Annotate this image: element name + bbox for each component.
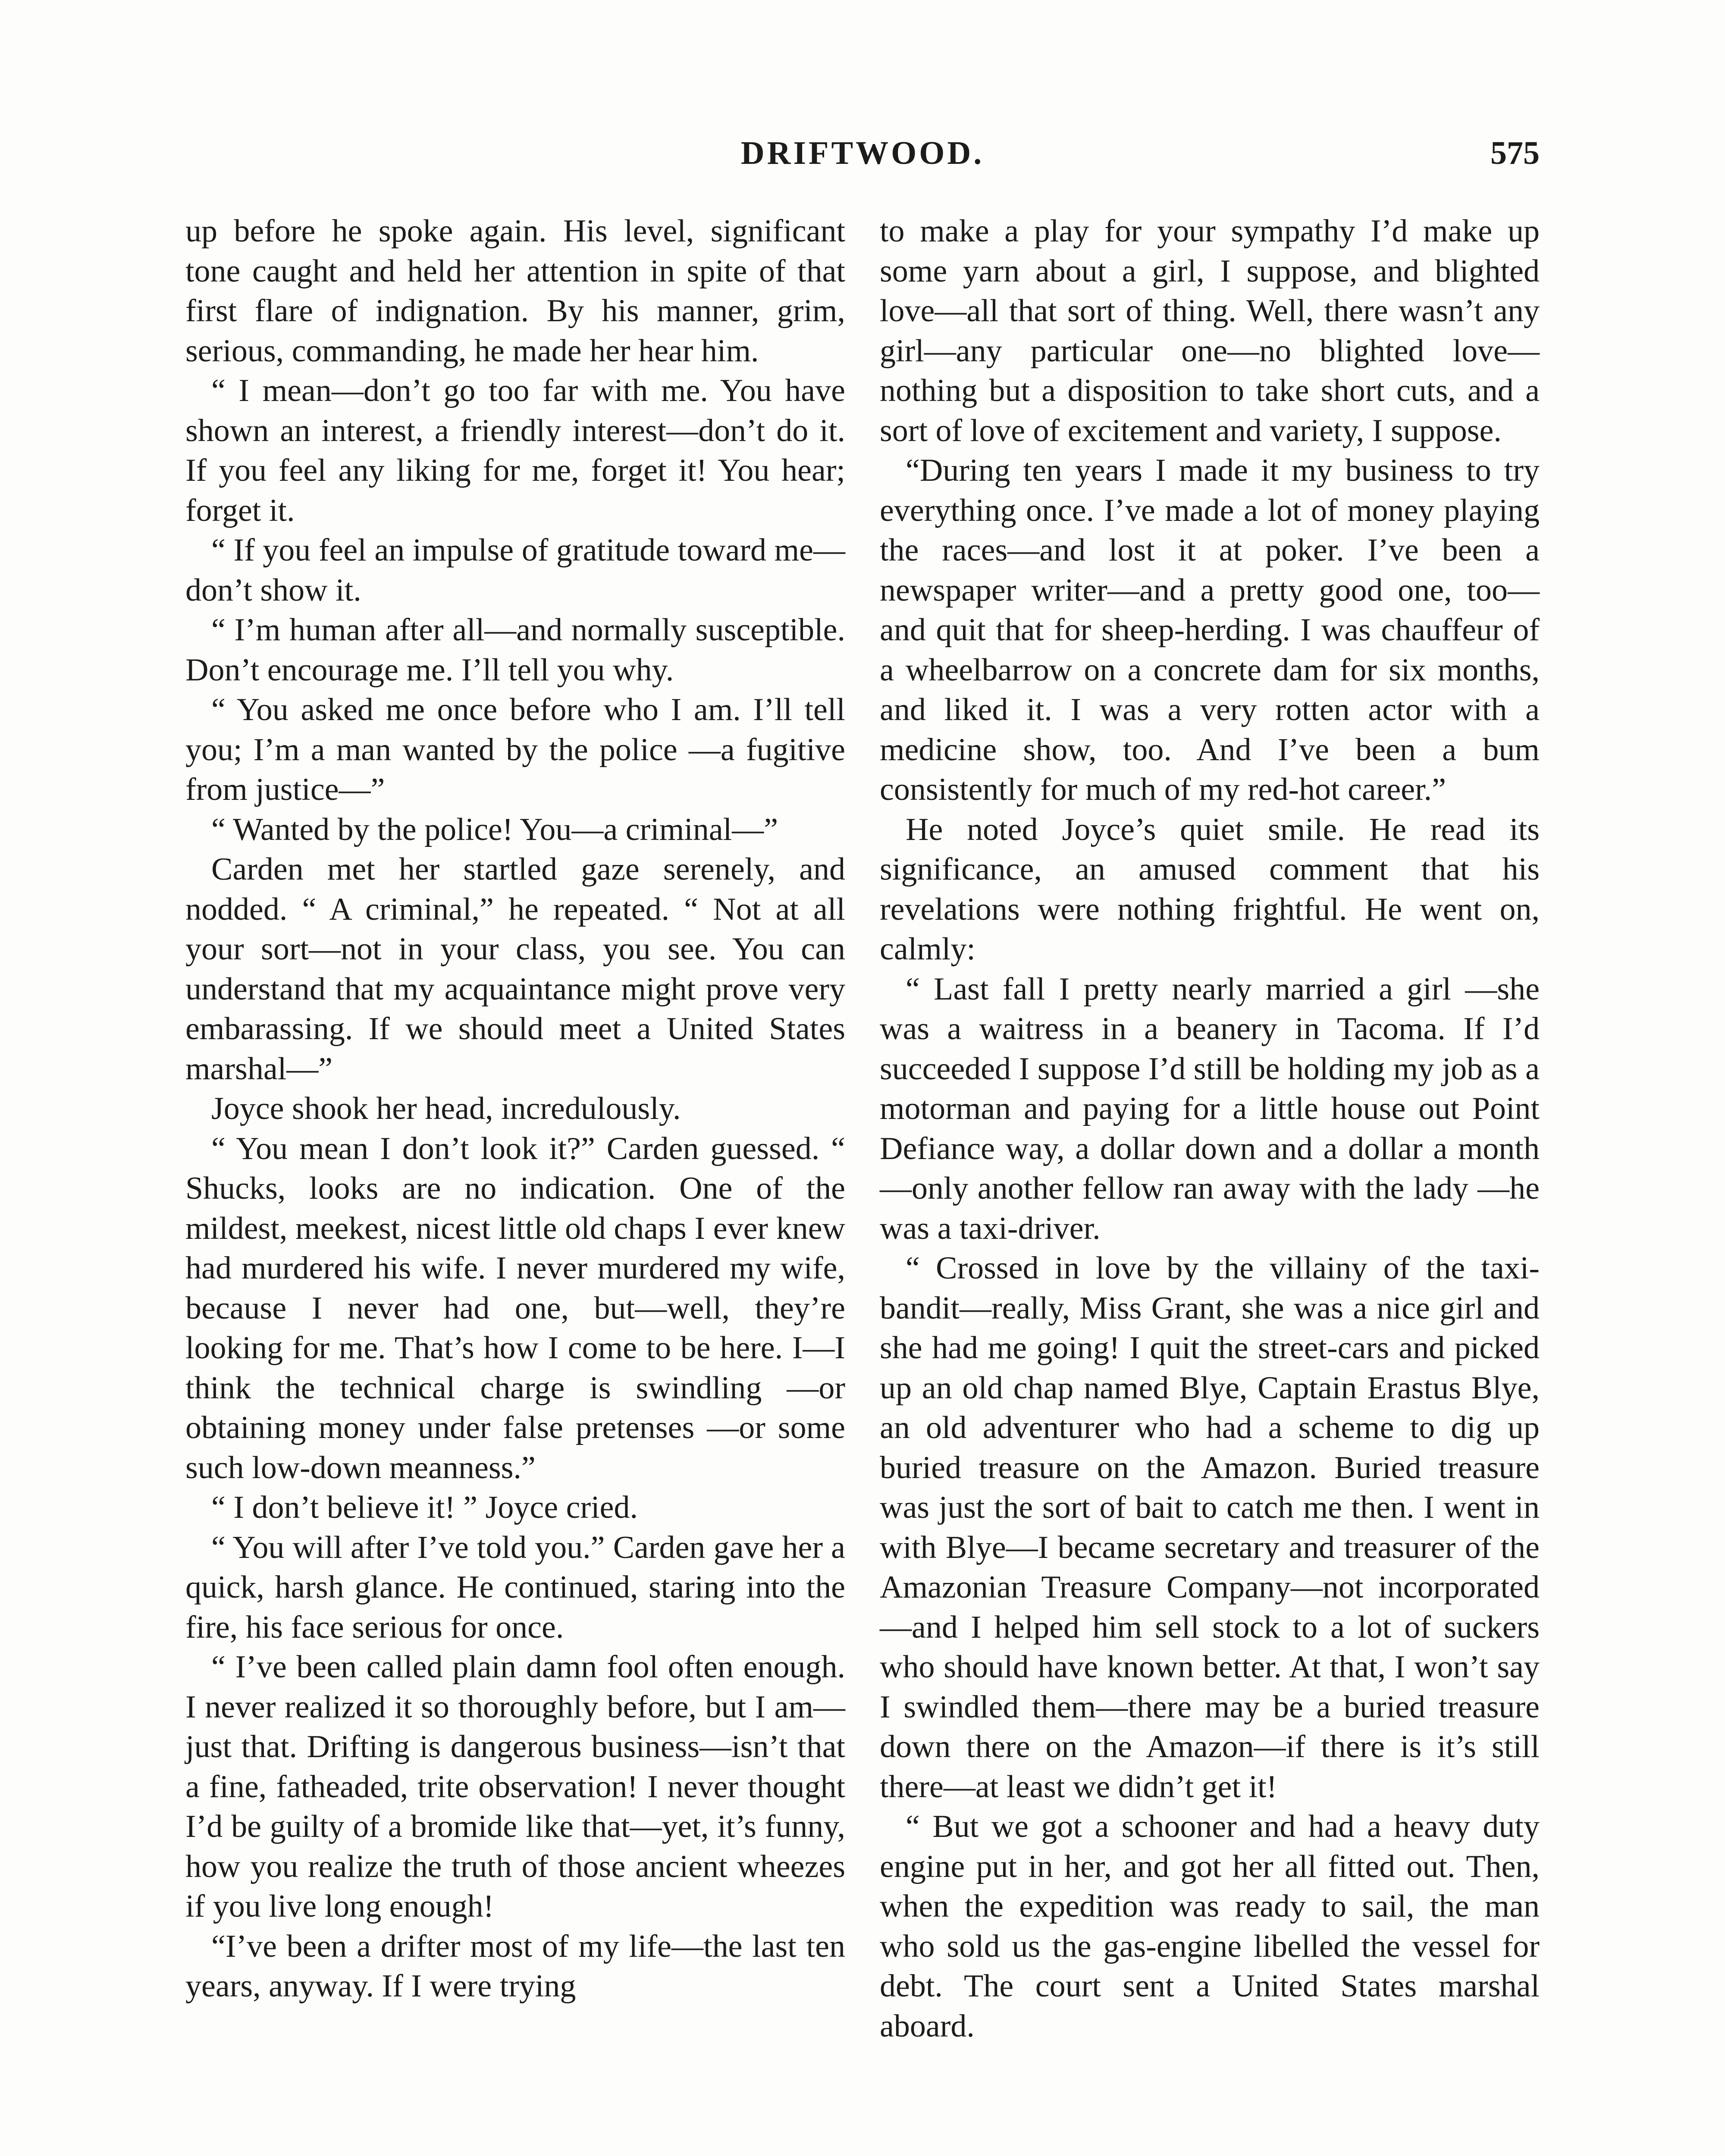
paragraph: up before he spoke again. His level, significant tone caught and held her attention in spite of that first flare of indignation. By his manner, grim, serious, commanding, he made her hear him.	[185, 213, 845, 369]
page-number: 575	[1490, 135, 1540, 171]
paragraph: “ I mean—don’t go too far with me. You have shown an interest, a friendly interest—don’t do it. If you feel any liking for me, forget it! You hear; forget it.	[185, 373, 845, 528]
paragraph: “ I’ve been called plain damn fool often enough. I never realized it so thoroughly before, but I am—just that. Drifting is dangerous business—isn’t that a fine, fatheaded, trite observation! I never thought I’d be guilty of a bromide like that—yet, it’s funny, how you realize the truth of those ancient wheezes if you live long enough!	[185, 1649, 845, 1924]
paragraph: He noted Joyce’s quiet smile. He read its significance, an amused comment that his revelations were nothing frightful. He went on, calmly:	[880, 812, 1540, 967]
paragraph: “ Last fall I pretty nearly married a girl —she was a waitress in a beanery in Tacoma. If I’d succeeded I suppose I’d still be holding my job as a motorman and paying for a little house out Point Defiance way, a dollar down and a dollar a month—only another fellow ran away with the lady —he was a taxi-driver.	[880, 971, 1540, 1246]
paragraph: “During ten years I made it my business to try everything once. I’ve made a lot of money playing the races—and lost it at poker. I’ve been a newspaper writer—and a pretty good one, too—and quit that for sheep-herding. I was chauffeur of a wheelbarrow on a concrete dam for six months, and liked it. I was a very rotten actor with a medicine show, too. And I’ve been a bum consistently for much of my red-hot career.”	[880, 453, 1540, 807]
right-column	[880, 211, 1540, 2156]
paragraph: “ I’m human after all—and normally susceptible. Don’t encourage me. I’ll tell you why.	[185, 612, 845, 688]
paragraph: “ You will after I’ve told you.” Carden gave her a quick, harsh glance. He continued, staring into the fire, his face serious for once.	[185, 1529, 845, 1645]
running-title: DRIFTWOOD.	[740, 135, 985, 171]
paragraph: “ If you feel an impulse of gratitude toward me—don’t show it.	[185, 533, 845, 608]
paragraph: Carden met her startled gaze serenely, and nodded. “ A criminal,” he repeated. “ Not at all your sort—not in your class, you see. You can understand that my acquaintance might prove very embarassing. If we should meet a United States marshal—”	[185, 852, 845, 1087]
paragraph: “ I don’t believe it! ” Joyce cried.	[211, 1490, 638, 1525]
paragraph: “ You asked me once before who I am. I’ll tell you; I’m a man wanted by the police —a fugitive from justice—”	[185, 692, 845, 807]
paragraph: Joyce shook her head, incredulously.	[211, 1091, 681, 1126]
running-head	[185, 129, 1540, 177]
paragraph: “ Wanted by the police! You—a criminal—”	[211, 812, 778, 847]
left-column	[185, 211, 845, 2156]
paragraph: “I’ve been a drifter most of my life—the last ten years, anyway. If I were trying	[185, 1928, 845, 2004]
paragraph: “ Crossed in love by the villainy of the taxi-bandit—really, Miss Grant, she was a nice girl and she had me going! I quit the street-cars and picked up an old chap named Blye, Captain Erastus Blye, an old adventurer who had a scheme to dig up buried treasure on the Amazon. Buried treasure was just the sort of bait to catch me then. I went in with Blye—I became secretary and treasurer of the Amazonian Treasure Company—not incorporated—and I helped him sell stock to a lot of suckers who should have known better. At that, I won’t say I swindled them—there may be a buried treasure down there on the Amazon—if there is it’s still there—at least we didn’t get it!	[880, 1250, 1540, 1805]
paragraph: to make a play for your sympathy I’d make up some yarn about a girl, I suppose, and blighted love—all that sort of thing. Well, there wasn’t any girl—any particular one—no blighted love—nothing but a disposition to take short cuts, and a sort of love of excitement and variety, I suppose.	[880, 213, 1540, 448]
paragraph: “ You mean I don’t look it?” Carden guessed. “ Shucks, looks are no indication. One of the mildest, meekest, nicest little old chaps I ever knew had murdered his wife. I never murdered my wife, because I never had one, but—well, they’re looking for me. That’s how I come to be here. I—I think the technical charge is swindling —or obtaining money under false pretenses —or some such low-down meanness.”	[185, 1131, 845, 1485]
paragraph: “ But we got a schooner and had a heavy duty engine put in her, and got her all fitted out. Then, when the expedition was ready to sail, the man who sold us the gas-engine libelled the vessel for debt. The court sent a United States marshal aboard.	[880, 1809, 1540, 2044]
